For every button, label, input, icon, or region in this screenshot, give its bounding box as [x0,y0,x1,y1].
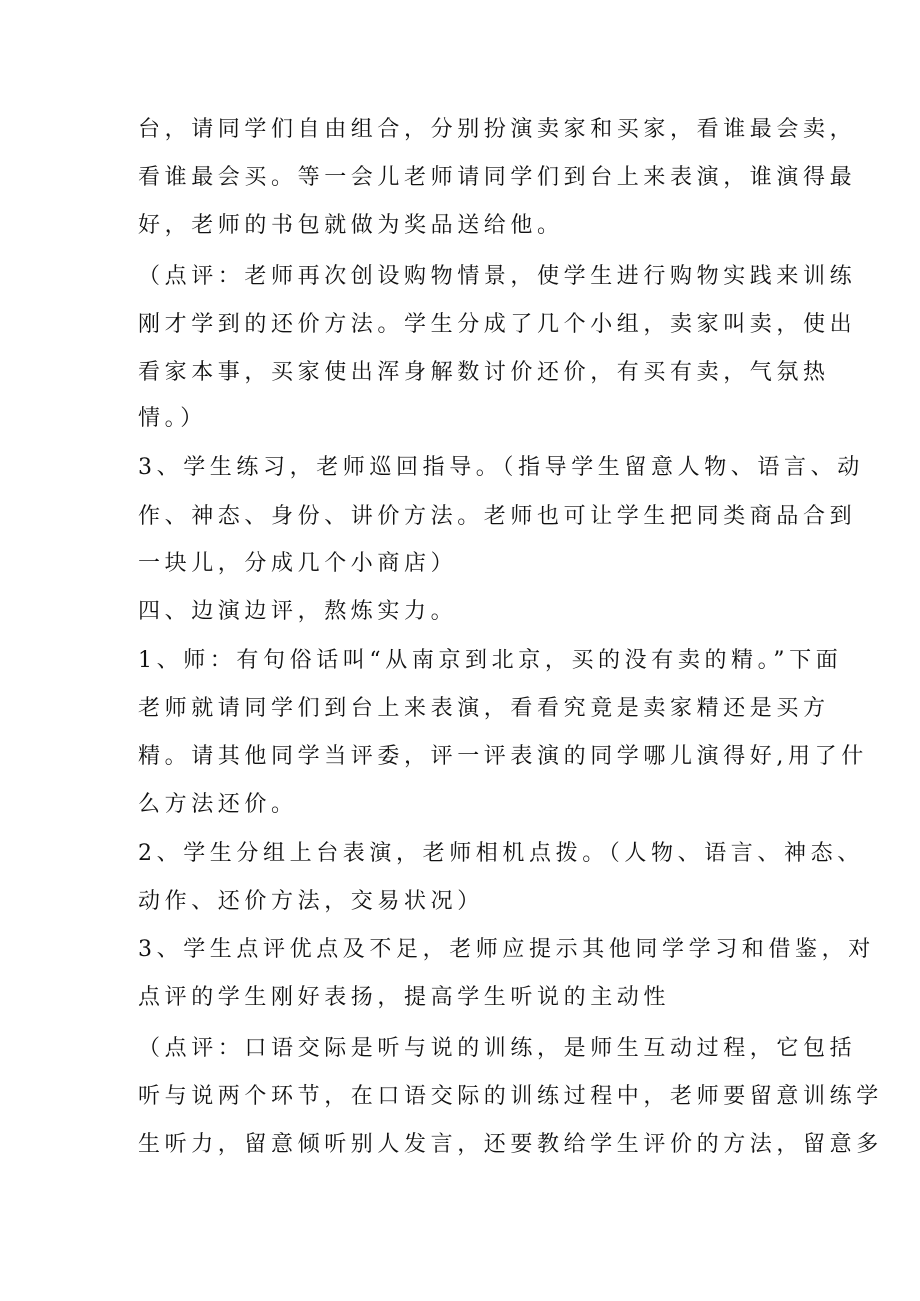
text-line-13: 老师就请同学们到台上来表演，看看究竟是卖家精还是买方 [138,696,830,721]
text-line-21: 听与说两个环节，在口语交际的训练过程中，老师要留意训练学 [138,1084,883,1109]
text-line-6: 看家本事，买家使出浑身解数讨价还价，有买有卖，气氛热 [138,360,830,385]
text-line-17: 动作、还价方法，交易状况） [138,889,484,914]
text-line-18: 3、学生点评优点及不足，老师应提示其他同学学习和借鉴，对 [138,937,875,962]
text-line-1: 台，请同学们自由组合，分别扮演卖家和买家，看谁最会卖， [138,117,857,142]
text-line-3: 好，老师的书包就做为奖品送给他。 [138,213,564,238]
text-line-12: 1、师：有句俗话叫“从南京到北京，买的没有卖的精。”下面 [138,648,843,673]
text-line-16: 2、学生分组上台表演，老师相机点拨。（人物、语言、神态、 [138,841,864,866]
text-line-7: 情。） [138,406,207,431]
text-line-4: （点评：老师再次创设购物情景，使学生进行购物实践来训练 [138,264,857,289]
text-line-2: 看谁最会买。等一会儿老师请同学们到台上来表演，谁演得最 [138,165,857,190]
text-line-19: 点评的学生刚好表扬，提高学生听说的主动性 [138,985,671,1010]
text-line-8: 3、学生练习，老师巡回指导。（指导学生留意人物、语言、动 [138,455,864,480]
text-line-15: 么方法还价。 [138,792,298,817]
text-line-10: 一块儿，分成几个小商店） [138,551,458,576]
text-line-11: 四、边演边评，熬炼实力。 [138,599,458,624]
text-line-20: （点评：口语交际是听与说的训练，是师生互动过程，它包括 [138,1036,857,1061]
text-line-22: 生听力，留意倾听别人发言，还要教给学生评价的方法，留意多 [138,1132,883,1157]
text-line-5: 刚才学到的还价方法。学生分成了几个小组，卖家叫卖，使出 [138,312,857,337]
text-line-14: 精。请其他同学当评委，评一评表演的同学哪儿演得好,用了什 [138,744,868,769]
text-line-9: 作、神态、身份、讲价方法。老师也可让学生把同类商品合到 [138,504,857,529]
